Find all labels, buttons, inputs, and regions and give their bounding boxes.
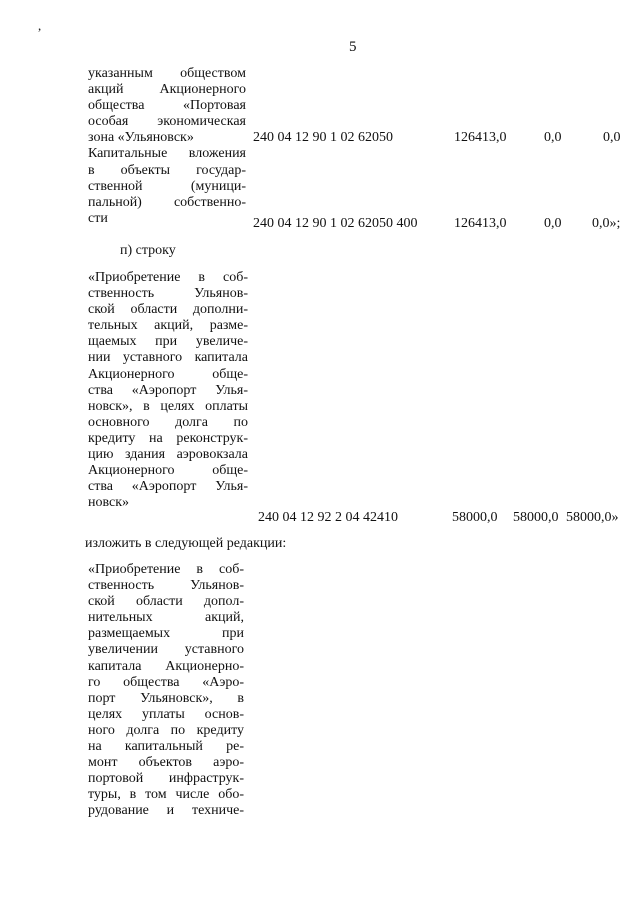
block2-line: основного долга по <box>88 414 248 430</box>
block3-description <box>88 562 244 820</box>
block1-description <box>88 66 246 227</box>
block1-row1-value1: 126413,0 <box>454 130 507 145</box>
block3-line: на капитальный ре- <box>88 739 244 755</box>
block3-line: увеличении уставного <box>88 642 244 658</box>
block2-row-code: 240 04 12 92 2 04 42410 <box>258 510 398 525</box>
block2-line: тельных акций, разме- <box>88 318 248 334</box>
block3-line: рудование и техниче- <box>88 803 244 819</box>
block3-line: ственность Ульянов- <box>88 578 244 594</box>
block2-line: ства «Аэропорт Улья- <box>88 479 248 495</box>
block3-line: порт Ульяновск», в <box>88 690 244 706</box>
block3-line: портовой инфраструк- <box>88 771 244 787</box>
block1-row1-value2: 0,0 <box>544 130 562 145</box>
block3-line: го общества «Аэро- <box>88 674 244 690</box>
block1-row1-value3: 0,0 <box>603 130 621 145</box>
page-number: 5 <box>349 39 357 55</box>
block1-row2-value2: 0,0 <box>544 216 562 231</box>
block2-line: ской области дополни- <box>88 302 248 318</box>
block2-line: нии уставного капитала <box>88 350 248 366</box>
block1-row2-value1: 126413,0 <box>454 216 507 231</box>
block2-line: ства «Аэропорт Улья- <box>88 382 248 398</box>
block1-row1-code: 240 04 12 90 1 02 62050 <box>253 130 393 145</box>
block3-line: целях уплаты основ- <box>88 706 244 722</box>
block2-line: ственность Ульянов- <box>88 286 248 302</box>
block1-line: Капитальные вложения <box>88 146 246 162</box>
block3-line: «Приобретение в соб- <box>88 562 244 577</box>
block2-line: «Приобретение в соб- <box>88 270 248 285</box>
block1-line: ственной (муници- <box>88 178 246 194</box>
block1-line: в объекты государ- <box>88 162 246 178</box>
block2-line: новск», в целях оплаты <box>88 398 248 414</box>
block2-line: Акционерного обще- <box>88 366 248 382</box>
block1-line: пальной) собственно- <box>88 194 246 210</box>
block3-line: размещаемых при <box>88 626 244 642</box>
block3-line: ного долга по кредиту <box>88 722 244 738</box>
block1-line: особая экономическая <box>88 114 246 130</box>
block2-line: цию здания аэровокзала <box>88 447 248 463</box>
block2-description <box>88 270 248 511</box>
block1-row2-code: 240 04 12 90 1 02 62050 400 <box>253 216 418 231</box>
block1-line: сти <box>88 210 108 226</box>
block2-line: новск» <box>88 495 130 511</box>
block2-row-value2: 58000,0 <box>513 510 559 525</box>
block2-row-value3: 58000,0» <box>566 510 619 525</box>
block1-line: зона «Ульяновск» <box>88 130 194 146</box>
block1-line: общества «Портовая <box>88 98 246 114</box>
block3-line: туры, в том числе обо- <box>88 787 244 803</box>
block1-line: акций Акционерного <box>88 82 246 98</box>
block1-line: указанным обществом <box>88 66 246 81</box>
block2-line: щаемых при увеличе- <box>88 334 248 350</box>
block3-line: нительных акций, <box>88 610 244 626</box>
item-label: п) строку <box>120 243 176 258</box>
corner-mark: , <box>38 18 42 33</box>
block1-row2-value3: 0,0»; <box>592 216 621 231</box>
transition-text: изложить в следующей редакции: <box>85 536 287 551</box>
block2-row-value1: 58000,0 <box>452 510 498 525</box>
block3-line: монт объектов аэро- <box>88 755 244 771</box>
block3-line: капитала Акционерно- <box>88 658 244 674</box>
block2-line: Акционерного обще- <box>88 463 248 479</box>
block3-line: ской области допол- <box>88 594 244 610</box>
block2-line: кредиту на реконструк- <box>88 430 248 446</box>
